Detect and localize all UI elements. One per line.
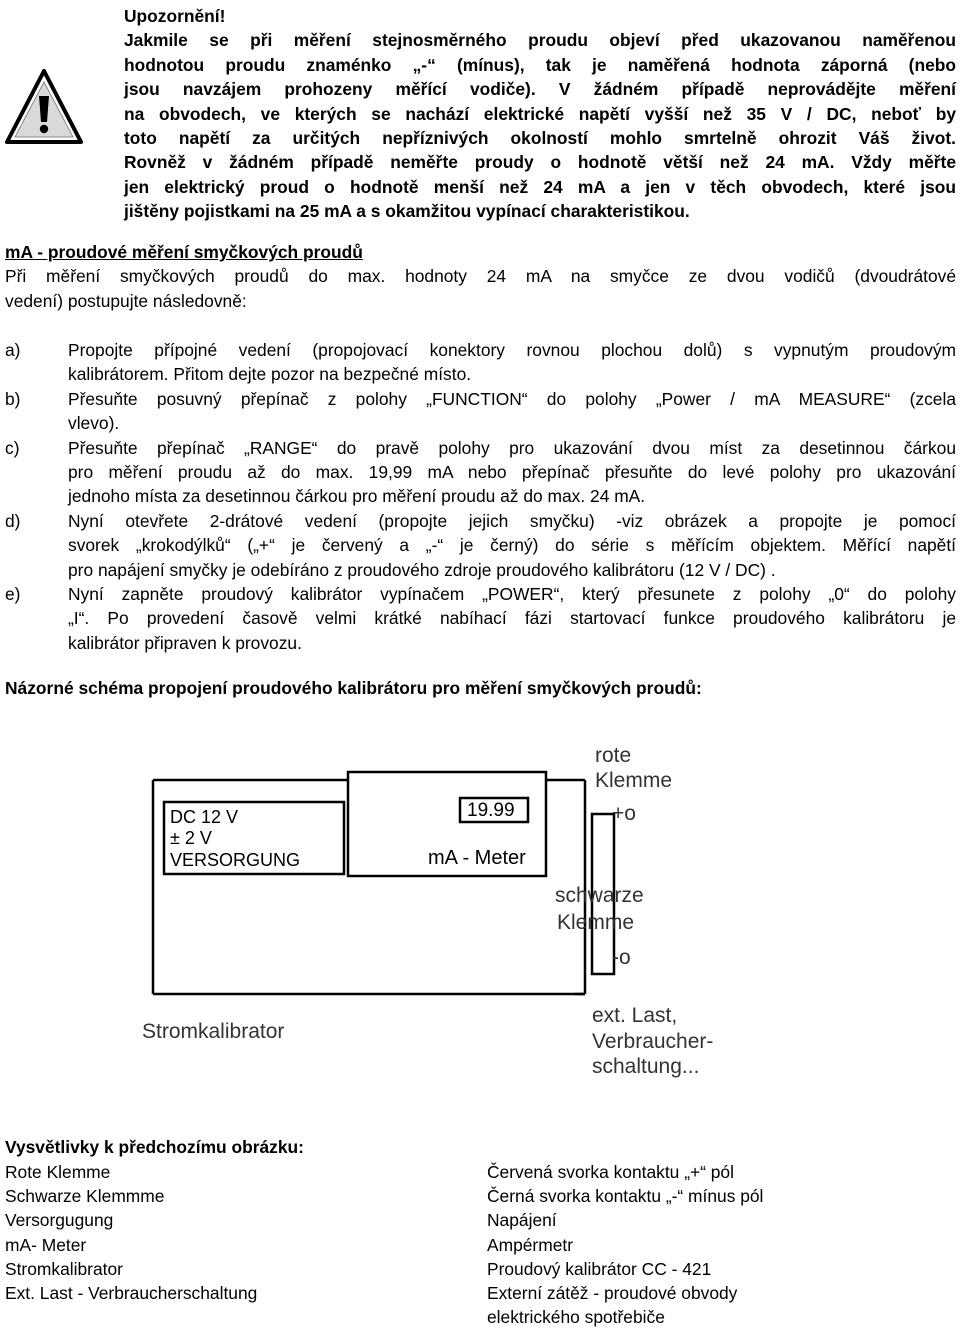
warning-line: jen elektrický proud o hodnotě menší než 24 mA a jen v těch obvodech, které jsou — [124, 176, 956, 197]
warning-line: toto napětí za určitých nepříznivých okolností mohlo smrtelně ohrozit Váš život. — [124, 128, 956, 149]
meter-value: 19.99 — [467, 800, 515, 821]
step-line: kalibrátor připraven k provozu. — [68, 632, 302, 653]
legend-row — [5, 1281, 956, 1329]
step-line: svorek „krokodýlků“ („+“ je červený a „-“ je černý) do série s měřícím objektem. Měřící napětí — [68, 535, 956, 556]
red-terminal-label: rote — [595, 744, 632, 767]
step-label: a) — [5, 340, 21, 360]
warning-line: Jakmile se při měření stejnosměrného proudu objeví před ukazovanou naměřenou — [124, 30, 956, 51]
schema-title: Názorné schéma propojení proudového kalibrátoru pro měření smyčkových proudů: — [5, 678, 702, 698]
dc-line: DC 12 V — [170, 807, 239, 827]
minus-terminal: -o — [612, 946, 631, 969]
warning-line: jištěny pojistkami na 25 mA a s okamžitou vypínací charakteristikou. — [124, 201, 690, 222]
section-intro-line: Při měření smyčkových proudů do max. hodnoty 24 mA na smyčce ze dvou vodičů (dvoudrátové — [5, 266, 956, 287]
step-label: c) — [5, 437, 20, 458]
step-label: b) — [5, 388, 21, 409]
legend-czech: Ampérmetr — [487, 1234, 574, 1255]
step-line: „I“. Po provedení časově velmi krátké nabíhací fázi startovací funkce proudového kalibrátoru je — [68, 608, 956, 629]
legend-german: Stromkalibrator — [5, 1258, 123, 1279]
step-label: e) — [5, 584, 21, 605]
legend-german: Rote Klemme — [5, 1162, 111, 1182]
step-line: vlevo). — [68, 413, 120, 434]
legend-row — [5, 1257, 956, 1281]
legend-czech: Napájení — [487, 1210, 557, 1231]
step-line: jednoho místa za desetinnou čárkou pro měření proudu až do max. 24 mA. — [68, 486, 646, 507]
legend-czech: Červená svorka kontaktu „+“ pól — [487, 1162, 734, 1182]
step-label: d) — [5, 510, 21, 531]
warning-line: hodnotou proudu znaménko „-“ (mínus), tak je naměřená hodnota záporná (nebo — [124, 54, 956, 75]
legend-german: Versorgugung — [5, 1210, 114, 1231]
step-line: Přesuňte posuvný přepínač z polohy „FUNCTION“ do polohy „Power / mA MEASURE“ (zcela — [68, 388, 956, 409]
legend-row — [5, 1208, 956, 1232]
step-line: Nyní otevřete 2-drátové vedení (propojte jejich smyčku) -viz obrázek a propojte je pomocí — [68, 510, 956, 531]
list-item — [5, 436, 956, 509]
step-line: Přesuňte přepínač „RANGE“ do pravě polohy pro ukazování dvou míst za desetinnou čárkou — [68, 437, 956, 458]
section-intro-line: vedení) postupujte následovně: — [5, 290, 247, 311]
section-title: mA - proudové měření smyčkových proudů — [5, 242, 363, 262]
list-item — [5, 338, 956, 387]
legend-czech: Externí zátěž - proudové obvody elektrického spotřebiče — [487, 1283, 738, 1328]
step-line: Nyní zapněte proudový kalibrátor vypínačem „POWER“, který přesunete z polohy „0“ do polohy — [68, 584, 956, 605]
legend-table — [5, 1160, 956, 1329]
dc-line: ± 2 V — [170, 828, 212, 848]
load-label: Verbraucher- — [592, 1030, 714, 1053]
warning-line: na obvodech, ve kterých se nachází elektrické napětí vyšší než 35 V / DC, neboť by — [124, 103, 956, 124]
black-terminal-label: Klemme — [557, 911, 635, 934]
step-line: Propojte přípojné vedení (propojovací konektory rovnou plochou dolů) s vypnutým proudovým — [68, 340, 956, 360]
legend-title: Vysvětlivky k předchozímu obrázku: — [5, 1137, 304, 1157]
step-line: pro měření proudu až do max. 19,99 mA nebo přepínač přesuňte do levé polohy pro ukazování — [68, 462, 956, 483]
load-label: ext. Last, — [592, 1004, 678, 1027]
legend-german: Ext. Last - Verbraucherschaltung — [5, 1283, 258, 1304]
list-item — [5, 387, 956, 436]
plus-terminal: +o — [612, 802, 636, 825]
loop-current-section — [5, 240, 956, 313]
black-terminal-label: schwarze — [555, 884, 644, 907]
legend-german: mA- Meter — [5, 1234, 87, 1255]
steps-list — [5, 338, 956, 655]
legend-czech: Proudový kalibrátor CC - 421 — [487, 1258, 712, 1279]
meter-label: mA - Meter — [428, 847, 526, 869]
calibrator-label: Stromkalibrator — [142, 1020, 285, 1043]
legend-czech: Černá svorka kontaktu „-“ mínus pól — [487, 1186, 764, 1207]
legend-german: Schwarze Klemmme — [5, 1186, 165, 1207]
legend-row — [5, 1184, 956, 1208]
legend-row — [5, 1233, 956, 1257]
step-line: kalibrátorem. Přitom dejte pozor na bezpečné místo. — [68, 364, 472, 385]
dc-line: VERSORGUNG — [170, 850, 301, 870]
red-terminal-label: Klemme — [595, 769, 673, 792]
list-item — [5, 509, 956, 582]
warning-block — [124, 4, 956, 224]
list-item — [5, 582, 956, 655]
legend-row — [5, 1160, 956, 1184]
step-line: pro napájení smyčky je odebíráno z proudového zdroje proudového kalibrátoru (12 V / DC) . — [68, 559, 776, 580]
warning-title: Upozornění! — [124, 6, 226, 26]
warning-line: Rovněž v žádném případě neměřte proudy o hodnotě větší než 24 mA. Vždy měřte — [124, 152, 956, 173]
load-label: schaltung... — [592, 1055, 700, 1078]
warning-exclamation-icon — [4, 68, 84, 146]
wiring-diagram — [120, 722, 820, 1102]
warning-line: jsou navzájem prohozeny měřící vodiče). V žádném případě neprovádějte měření — [124, 79, 956, 100]
